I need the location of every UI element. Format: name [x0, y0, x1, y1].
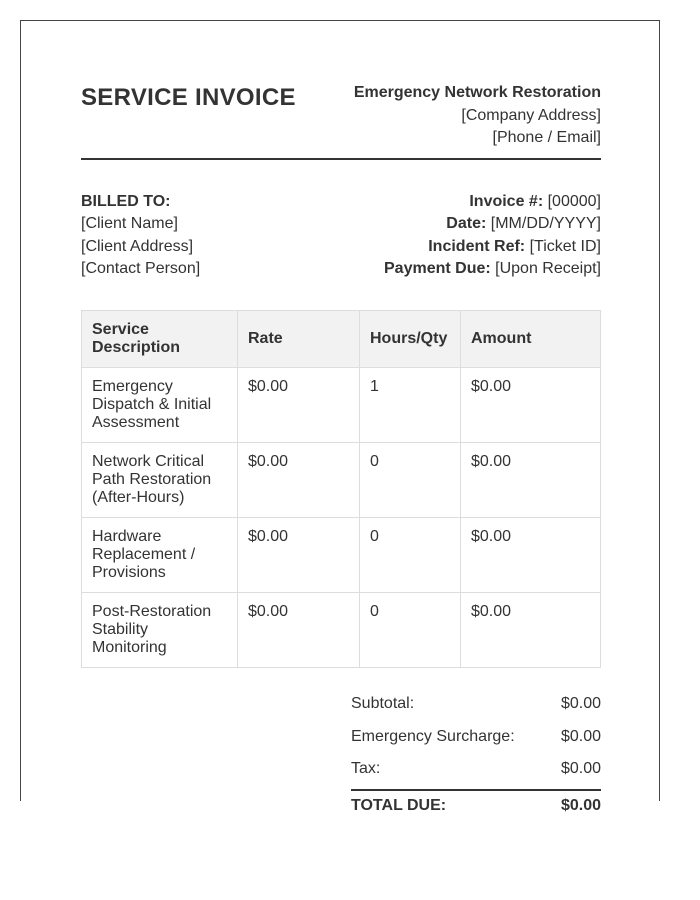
company-contact: [Phone / Email]	[492, 129, 601, 146]
hours-qty-cell: 0	[360, 443, 461, 518]
amount-cell: $0.00	[461, 368, 601, 443]
rate-cell: $0.00	[238, 368, 360, 443]
billed-to-block	[81, 191, 200, 280]
tax-value: $0.00	[560, 760, 601, 777]
contact-person: [Contact Person]	[81, 259, 201, 277]
hours-qty-cell: 0	[360, 593, 461, 668]
header-rate: Rate	[238, 311, 360, 368]
invoice-meta	[384, 191, 601, 280]
company-address: [Company Address]	[461, 106, 601, 124]
invoice-number-value: [00000]	[547, 193, 601, 210]
table-row	[82, 518, 601, 593]
subtotal-label: Subtotal:	[351, 695, 415, 712]
surcharge-value: $0.00	[560, 727, 601, 745]
totals-block	[351, 693, 601, 827]
date-value: [MM/DD/YYYY]	[490, 215, 601, 233]
payment-due-value: [Upon Receipt]	[495, 259, 601, 277]
rate-cell: $0.00	[238, 518, 360, 593]
payment-due-line	[384, 258, 601, 280]
service-description-cell: Hardware Replacement / Provisions	[82, 518, 238, 593]
incident-ref-value: [Ticket ID]	[529, 237, 601, 255]
payment-due-label: Payment Due:	[384, 259, 491, 277]
surcharge-label: Emergency Surcharge:	[351, 727, 515, 745]
service-description-cell: Post-Restoration Stability Monitoring	[82, 593, 238, 668]
hours-qty-cell: 0	[360, 518, 461, 593]
incident-ref-label: Incident Ref:	[428, 237, 526, 255]
client-name: [Client Name]	[81, 215, 178, 233]
date-line	[384, 213, 601, 235]
service-description-cell: Emergency Dispatch & Initial Assessment	[82, 368, 238, 443]
total-due-value: $0.00	[560, 796, 601, 814]
amount-cell: $0.00	[461, 443, 601, 518]
amount-cell: $0.00	[461, 518, 601, 593]
rate-cell: $0.00	[238, 593, 360, 668]
incident-ref-line	[384, 236, 601, 258]
surcharge-row	[351, 726, 601, 759]
invoice-title: SERVICE INVOICE	[81, 84, 296, 111]
tax-row	[351, 758, 601, 791]
invoice-number-line	[384, 191, 601, 213]
tax-label: Tax:	[351, 760, 381, 777]
amount-cell: $0.00	[461, 593, 601, 668]
total-due-label: TOTAL DUE:	[351, 796, 447, 814]
service-description-cell: Network Critical Path Restoration (After-Hours)	[82, 443, 238, 518]
hours-qty-cell: 1	[360, 368, 461, 443]
header-divider	[81, 158, 601, 160]
billed-to-heading: BILLED TO:	[81, 193, 171, 210]
invoice-number-label: Invoice #:	[469, 193, 544, 210]
rate-cell: $0.00	[238, 443, 360, 518]
table-header-row	[82, 311, 601, 368]
date-label: Date:	[446, 215, 487, 233]
subtotal-row	[351, 693, 601, 726]
table-row	[82, 443, 601, 518]
subtotal-value: $0.00	[560, 695, 601, 712]
company-info	[354, 82, 601, 150]
table-row	[82, 368, 601, 443]
company-name: Emergency Network Restoration	[353, 84, 601, 101]
header-hours-qty: Hours/Qty	[360, 311, 461, 368]
services-table	[81, 310, 601, 668]
header-service-description: Service Description	[82, 311, 238, 368]
table-row	[82, 593, 601, 668]
header-amount: Amount	[461, 311, 601, 368]
total-due-row	[351, 789, 601, 828]
client-address: [Client Address]	[81, 237, 194, 255]
invoice-page	[20, 20, 660, 814]
